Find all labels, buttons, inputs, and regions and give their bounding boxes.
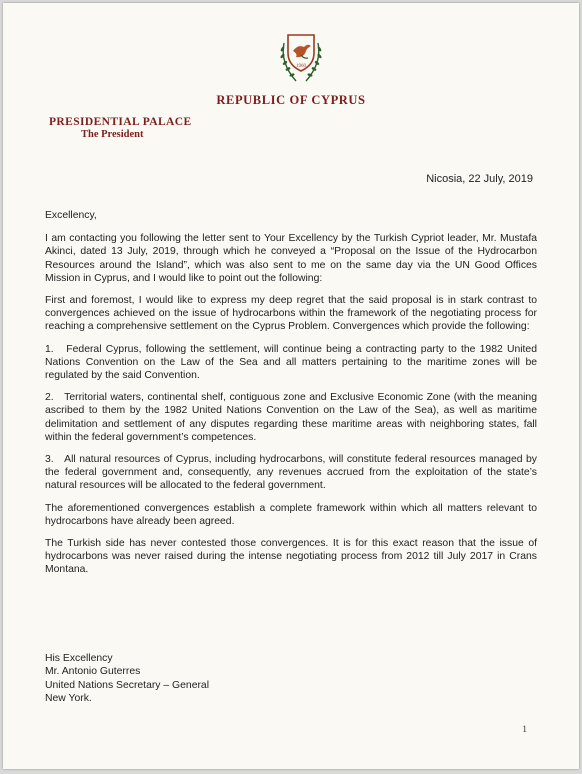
paragraph-intro: I am contacting you following the letter sent to Your Excellency by the Turkish Cypriot leader, Mr. Mustafa Akinci, dated 13 July, 2019, through which he conveyed a “Proposal on the Issue of the Hydrocarbon Resources around the Island”, which was also sent to me on the same day via the UN Good Offices Mission in Cyprus, and I would like to point out the following:	[45, 233, 537, 284]
salutation: Excellency,	[45, 210, 97, 221]
svg-text:1960: 1960	[296, 64, 306, 69]
point-3: 3. All natural resources of Cyprus, including hydrocarbons, will constitute federal resources managed by the federal government and, consequently, any revenues accrued from the exploitation of the state’s natural resources will be allocated to the federal government.	[45, 454, 537, 492]
letter-body	[45, 209, 537, 586]
addressee-line: Mr. Antonio Guterres	[45, 666, 141, 678]
paragraph-turkish-side: The Turkish side has never contested those convergences. It is for this exact reason that the issue of hydrocarbons was never raised during the intense negotiating process from 2012 till July 2017 in Crans Montana.	[45, 538, 537, 576]
letterhead-country: REPUBLIC OF CYPRUS	[216, 93, 366, 107]
cyprus-coat-of-arms-icon	[274, 29, 328, 89]
addressee-line: His Excellency	[45, 653, 113, 664]
paragraph-regret: First and foremost, I would like to express my deep regret that the said proposal is in stark contrast to convergences achieved on the issue of hydrocarbons within the framework of the negotiating process for reaching a comprehensive settlement on the Cyprus Problem. Convergences which provide the following:	[45, 295, 537, 333]
point-2: 2. Territorial waters, continental shelf, contiguous zone and Exclusive Economic Zone (with the meaning ascribed to them by the 1982 United Nations Convention on the Law of the Sea), as well as maritime delimitation and settlement of any disputes regarding these maritime areas with neighboring states, fall within the federal government’s competences.	[45, 392, 537, 443]
addressee-line: United Nations Secretary – General	[45, 679, 210, 691]
letter-page	[3, 3, 579, 769]
page-number: 1	[522, 725, 527, 735]
point-1: 1. Federal Cyprus, following the settlement, will continue being a contracting party to the 1982 United Nations Convention on the Law of the Sea and all matters pertaining to the maritime zones will be regulated by the said Convention.	[45, 343, 537, 382]
paragraph-framework: The aforementioned convergences establish a complete framework within which all matters relevant to hydrocarbons have already been agreed.	[45, 502, 537, 527]
addressee-line: New York.	[45, 692, 92, 704]
letterhead-title: The President	[81, 129, 144, 140]
date-line: Nicosia, 22 July, 2019	[426, 173, 533, 185]
letterhead-office: PRESIDENTIAL PALACE	[49, 116, 192, 128]
addressee-block	[45, 652, 209, 705]
